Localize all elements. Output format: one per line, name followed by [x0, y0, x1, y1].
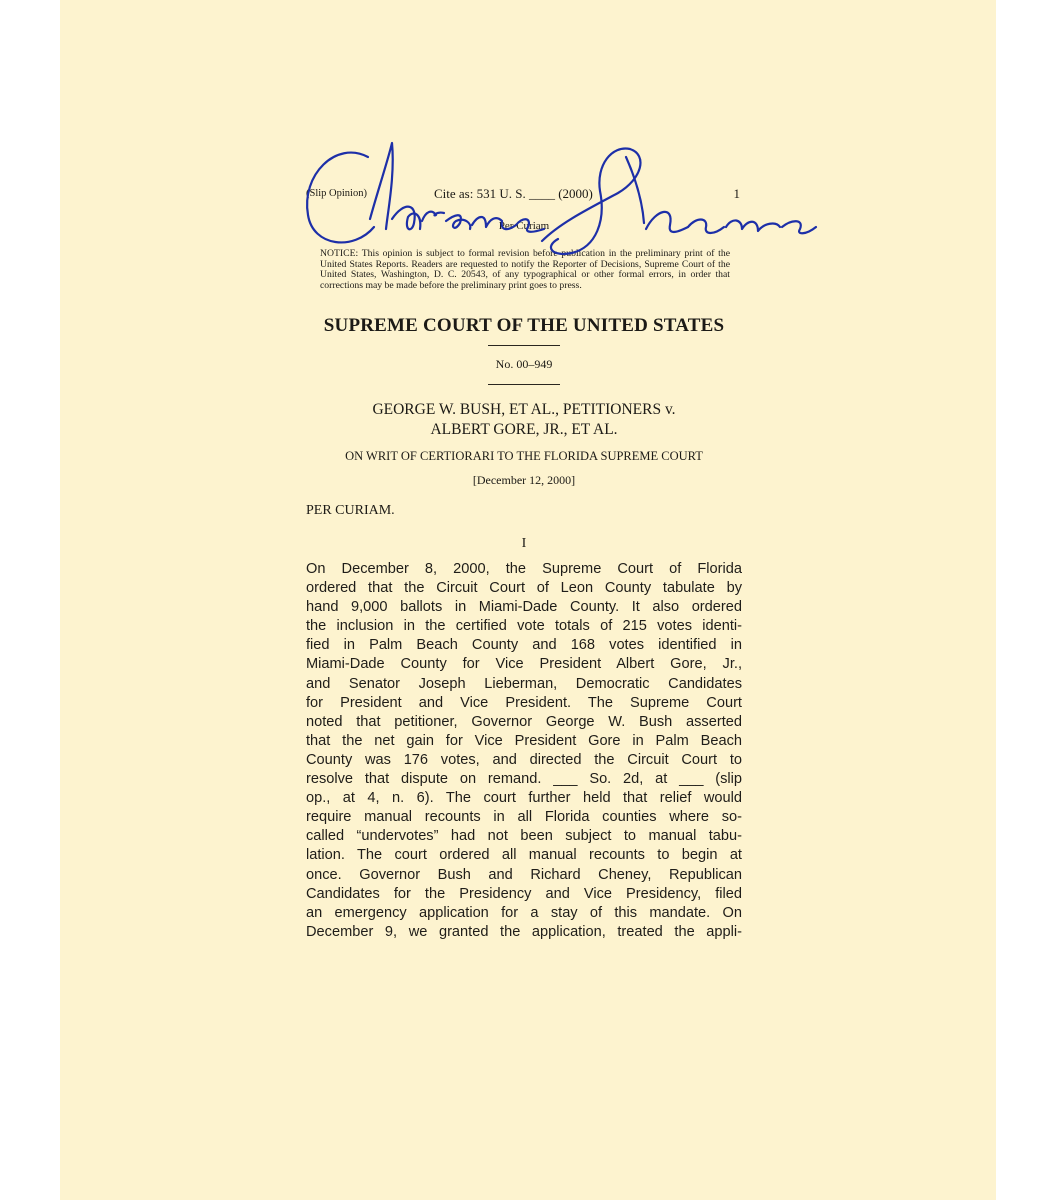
docket-number: No. 00–949	[495, 357, 553, 371]
per-curiam-header: Per Curiam	[498, 220, 550, 232]
body-line: lation. The court ordered all manual recounts to begin at	[306, 847, 742, 864]
body-line: December 9, we granted the application, treated the appli-	[306, 923, 742, 940]
body-line: ordered that the Circuit Court of Leon County tabulate by	[306, 580, 742, 597]
case-parties	[306, 400, 742, 440]
body-line: the inclusion in the certified vote totals of 215 votes identi-	[306, 618, 742, 635]
body-line: County was 176 votes, and directed the Circuit Court to	[306, 751, 742, 768]
body-line: hand 9,000 ballots in Miami-Dade County. It also ordered	[306, 599, 742, 616]
opinion-body	[306, 560, 742, 942]
page-number: 1	[733, 186, 740, 201]
body-line: called “undervotes” had not been subject to manual tabu-	[306, 828, 742, 845]
body-line: and Senator Joseph Lieberman, Democratic Candidates	[306, 675, 742, 692]
body-line: fied in Palm Beach County and 168 votes identified in	[306, 637, 742, 654]
body-line: Candidates for the Presidency and Vice Presidency, filed	[306, 885, 742, 902]
notice-paragraph: NOTICE: This opinion is subject to formal revision before publication in the preliminary print of the United States Reports. Readers are requested to notify the Reporter of Decisions, Supreme Court of the United States, Washington, D. C. 20543, of any typographical or other formal errors, in order that corrections may be made before the preliminary print goes to press.	[320, 248, 730, 291]
parties-line-1: GEORGE W. BUSH, ET AL., PETITIONERS v.	[372, 401, 676, 418]
citation: Cite as: 531 U. S. ____ (2000)	[434, 186, 593, 201]
court-title: SUPREME COURT OF THE UNITED STATES	[323, 315, 725, 336]
certiorari-line: ON WRIT OF CERTIORARI TO THE FLORIDA SUPREME COURT	[345, 449, 703, 463]
slip-opinion-label: (Slip Opinion)	[306, 188, 367, 199]
parties-line-2: ALBERT GORE, JR., ET AL.	[430, 421, 618, 438]
body-line: Miami-Dade County for Vice President Albert Gore, Jr.,	[306, 656, 742, 673]
body-line: require manual recounts in all Florida counties where so-	[306, 809, 742, 826]
body-line: noted that petitioner, Governor George W. Bush asserted	[306, 713, 742, 730]
divider	[488, 345, 560, 346]
divider	[488, 384, 560, 385]
body-line: an emergency application for a stay of this mandate. On	[306, 904, 742, 921]
decision-date: [December 12, 2000]	[472, 473, 576, 487]
body-line: that the net gain for Vice President Gore in Palm Beach	[306, 732, 742, 749]
body-line: for President and Vice President. The Supreme Court	[306, 694, 742, 711]
body-line: resolve that dispute on remand. ___ So. 2d, at ___ (slip	[306, 771, 742, 788]
body-line: once. Governor Bush and Richard Cheney, Republican	[306, 866, 742, 883]
body-line: op., at 4, n. 6). The court further held that relief would	[306, 790, 742, 807]
body-line: On December 8, 2000, the Supreme Court of Florida	[306, 561, 742, 577]
per-curiam-label: PER CURIAM.	[306, 503, 395, 518]
section-heading: I	[521, 536, 527, 551]
running-header	[306, 186, 742, 204]
